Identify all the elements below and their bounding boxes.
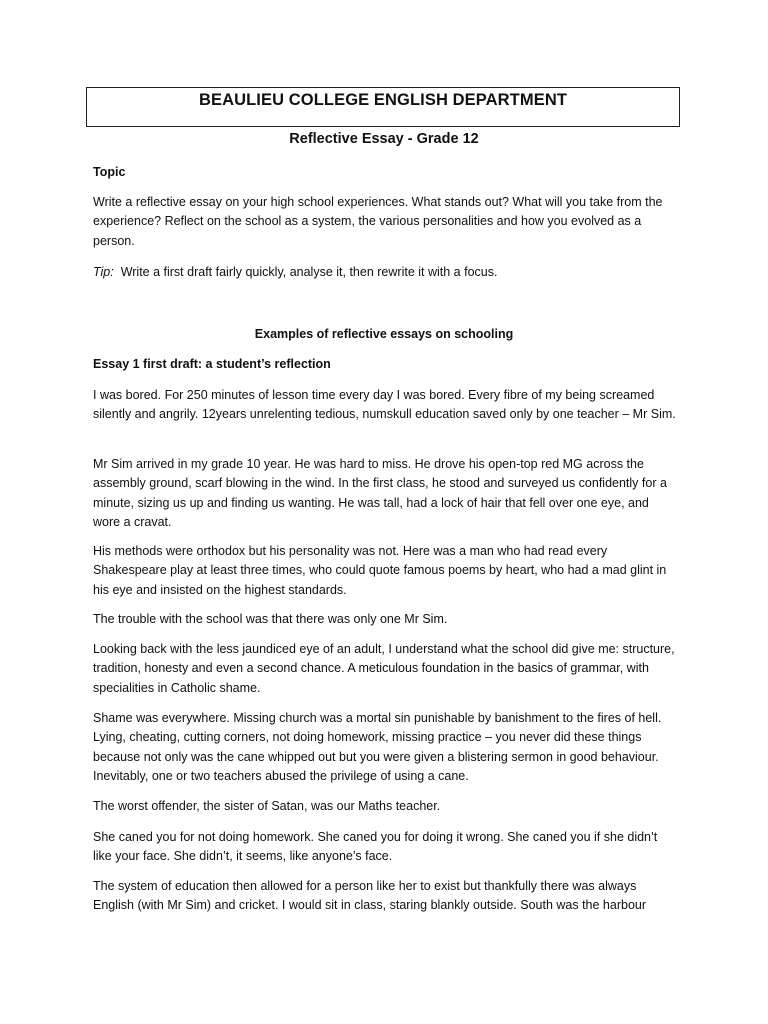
essay-paragraph: Shame was everywhere. Missing church was a mortal sin punishable by banishment to the fires of hell. Lying, cheating, cutting corners, not doing homework, missing practice – you never did these things because not only was the cane whipped out but you were given a blistering sermon in good behaviour. Inevitably, one or two teachers abused the privilege of using a cane. <box>93 711 662 783</box>
header-box <box>86 87 680 127</box>
tip-label: Tip: <box>93 265 114 279</box>
essay-paragraph: The system of education then allowed for a person like her to exist but thankfully there was always English (with Mr Sim) and cricket. I would sit in class, staring blankly outside. South was the harbour <box>93 879 647 913</box>
essay1-heading: Essay 1 first draft: a student’s reflection <box>93 357 331 371</box>
document-title: BEAULIEU COLLEGE ENGLISH DEPARTMENT <box>198 91 568 109</box>
essay-paragraph: Mr Sim arrived in my grade 10 year. He was hard to miss. He drove his open-top red MG across the assembly ground, scarf blowing in the wind. In the first class, he stood and surveyed us confidently for a minute, sizing us up and finding us wanting. He was tall, had a lock of hair that fell over one eye, and wore a cravat. <box>93 457 667 529</box>
topic-text: Write a reflective essay on your high school experiences. What stands out? What will you take from the experience? Reflect on the school as a system, the various personalities and how you evolved as a person. <box>93 195 663 248</box>
essay-paragraph: The worst offender, the sister of Satan, was our Maths teacher. <box>93 799 441 813</box>
essay-paragraph: Looking back with the less jaundiced eye of an adult, I understand what the school did give me: structure, tradition, honesty and even a second chance. A meticulous foundation in the basics of grammar, with specialities in Catholic shame. <box>93 642 675 695</box>
essay-paragraph: I was bored. For 250 minutes of lesson time every day I was bored. Every fibre of my being screamed silently and angrily. 12years unrelenting tedious, numskull education saved only by one teacher – Mr Sim. <box>93 388 676 422</box>
examples-heading: Examples of reflective essays on schooling <box>254 327 514 341</box>
essay-subtitle: Reflective Essay - Grade 12 <box>289 131 479 147</box>
essay-paragraph: She caned you for not doing homework. She caned you for doing it wrong. She caned you if she didn’t like your face. She didn’t, it seems, like anyone’s face. <box>93 830 658 864</box>
tip-paragraph <box>93 263 679 282</box>
topic-heading: Topic <box>93 165 126 179</box>
essay-paragraph: His methods were orthodox but his personality was not. Here was a man who had read every Shakespeare play at least three times, who could quote famous poems by heart, who had a mad glint in his eye and insisted on the highest standards. <box>93 544 667 597</box>
tip-text: Write a first draft fairly quickly, analyse it, then rewrite it with a focus. <box>120 265 498 279</box>
essay-paragraph: The trouble with the school was that there was only one Mr Sim. <box>93 612 448 626</box>
